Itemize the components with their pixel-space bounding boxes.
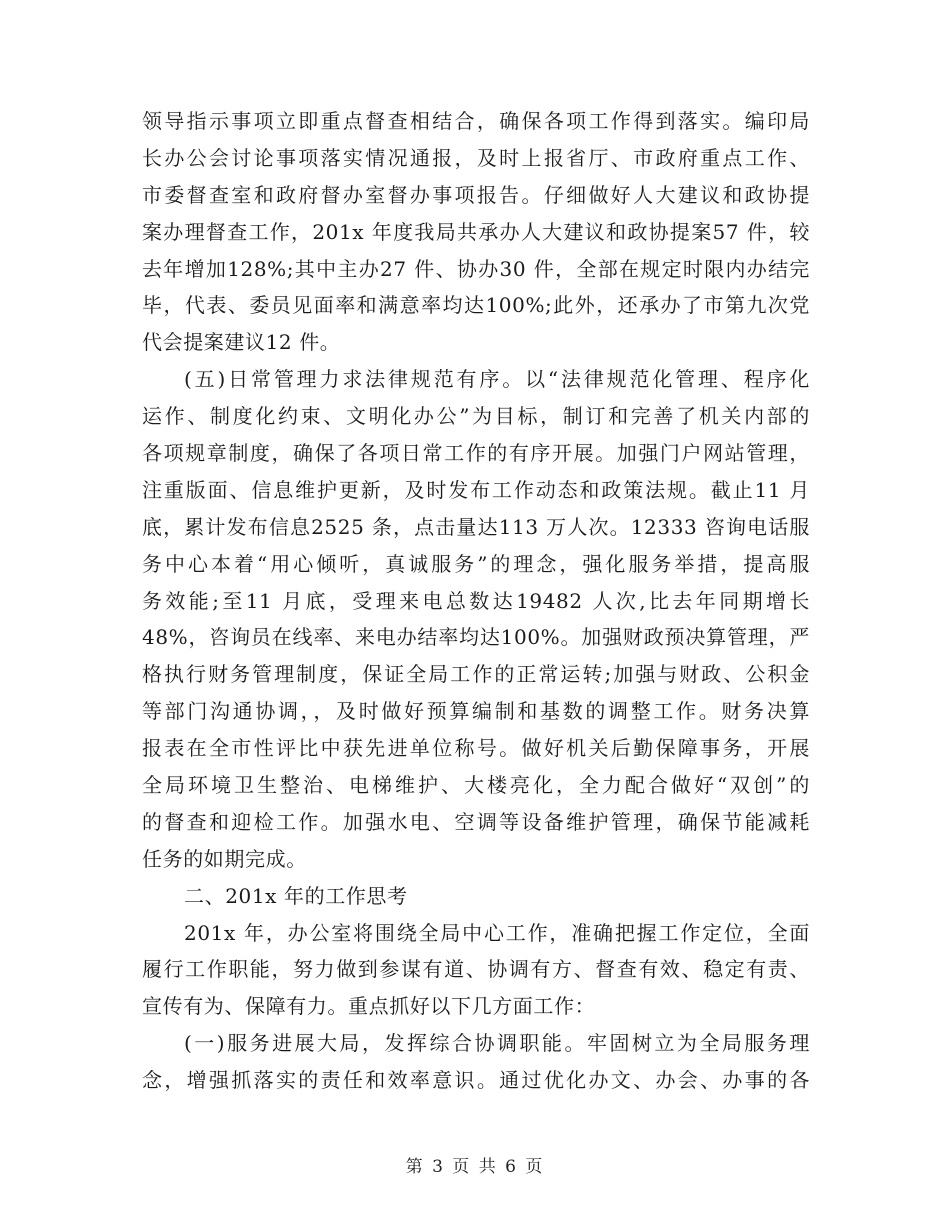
text-line: 案办理督查工作，201x 年度我局共承办人大建议和政协提案57 件，较 xyxy=(142,219,810,244)
text-line: 去年增加128%;其中主办27 件、协办30 件，全部在规定时限内办结完 xyxy=(142,256,810,281)
section-heading: 二、201x 年的工作思考 xyxy=(184,883,408,908)
text-line: 注重版面、信息维护更新，及时发布工作动态和政策法规。截止11 月 xyxy=(142,477,810,502)
text-line: 等部门沟通协调，，及时做好预算编制和基数的调整工作。财务决算 xyxy=(142,699,810,724)
text-line: (一)服务进展大局，发挥综合协调职能。牢固树立为全局服务理 xyxy=(184,1031,810,1056)
text-line: 念，增强抓落实的责任和效率意识。通过优化办文、办会、办事的各 xyxy=(142,1068,810,1093)
text-line: 领导指示事项立即重点督查相结合，确保各项工作得到落实。编印局 xyxy=(142,109,810,133)
text-line: 务效能;至11 月底，受理来电总数达19482 人次,比去年同期增长 xyxy=(142,588,810,613)
text-line: 48%，咨询员在线率、来电办结率均达100%。加强财政预决算管理，严 xyxy=(142,625,810,650)
text-line: 运作、制度化约束、文明化办公”为目标，制订和完善了机关内部的 xyxy=(142,404,810,429)
text-line: 201x 年，办公室将围绕全局中心工作，准确把握工作定位，全面 xyxy=(184,920,810,945)
text-line: 格执行财务管理制度，保证全局工作的正常运转;加强与财政、公积金 xyxy=(142,662,810,687)
text-line: 报表在全市性评比中获先进单位称号。做好机关后勤保障事务，开展 xyxy=(142,736,810,761)
page-number: 第 3 页 共 6 页 xyxy=(405,1157,545,1177)
text-line: 全局环境卫生整治、电梯维护、大楼亮化，全力配合做好“双创”的 xyxy=(142,773,810,798)
text-line: 的督查和迎检工作。加强水电、空调等设备维护管理，确保节能减耗 xyxy=(142,809,810,834)
text-line: 任务的如期完成。 xyxy=(142,846,307,871)
text-line: 宣传有为、保障有力。重点抓好以下几方面工作： xyxy=(142,994,596,1019)
text-line: 底，累计发布信息2525 条，点击量达113 万人次。12333 咨询电话服 xyxy=(142,514,810,539)
text-line: 代会提案建议12 件。 xyxy=(142,330,341,355)
text-line: 务中心本着“用心倾听，真诚服务”的理念，强化服务举措，提高服 xyxy=(142,551,810,576)
text-line: 长办公会讨论事项落实情况通报，及时上报省厅、市政府重点工作、 xyxy=(142,145,810,170)
text-line: 各项规章制度，确保了各项日常工作的有序开展。加强门户网站管理， xyxy=(142,441,810,466)
text-line: 履行工作职能，努力做到参谋有道、协调有方、督查有效、稳定有责、 xyxy=(142,957,810,982)
document-body xyxy=(142,103,810,1099)
text-line: 毕，代表、委员见面率和满意率均达100%;此外，还承办了市第九次党 xyxy=(142,293,810,318)
text-line: (五)日常管理力求法律规范有序。以“法律规范化管理、程序化 xyxy=(184,367,810,392)
text-line: 市委督查室和政府督办室督办事项报告。仔细做好人大建议和政协提 xyxy=(142,182,810,207)
